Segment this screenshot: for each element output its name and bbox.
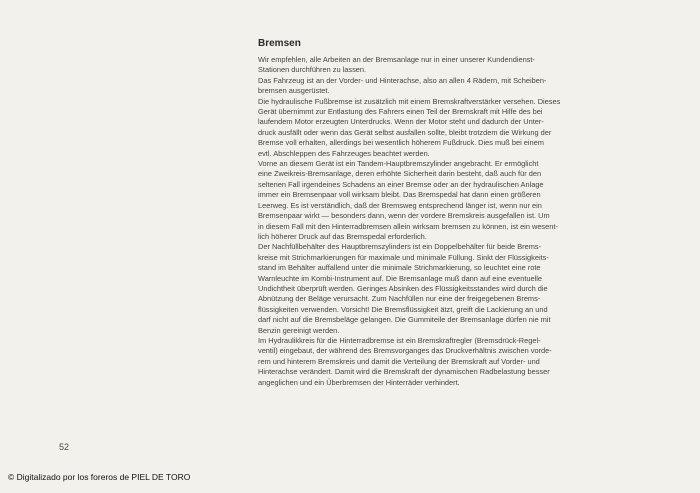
paragraph-3: Die hydraulische Fußbremse ist zusätzlich mit einem Bremskraftverstärker versehen. Dieses Gerät übernimmt zur Entlastung des Fahrers einen Teil der Bremskraft mit Hilfe des bei laufendem Motor erzeugten Unterdrucks. Wenn der Motor steht und dadurch der Unter- druck ausfällt oder wenn das Gerät selbst ausfallen sollte, bleibt trotzdem die Wirkung der Bremse voll erhalten, allerdings bei wesentlich höherem Fußdruck. Dies muß bei einem evtl. Abschleppen des Fahrzeuges beachtet werden. <box>258 96 561 158</box>
paragraph-6: Im Hydraulikkreis für die Hinterradbremse ist ein Bremskraftregler (Bremsdrück-Regel- ventil) eingebaut, der während des Bremsvorganges das Druckverhältnis zwischen vorde- rem und hinterem Bremskreis und damit die Verteilung der Bremskraft auf Vorder- und Hinterachse verändert. Damit wird die Bremskraft der dynamischen Radbelastung besser angeglichen und ein Überbremsen der Hinterräder verhindert. <box>258 335 552 387</box>
paragraph-4: Vorne an diesem Gerät ist ein Tandem-Hauptbremszylinder angebracht. Er ermöglicht eine Zweikreis-Bremsanlage, deren erhöhte Sicherheit darin besteht, daß auch für den seltenen Fall irgendeines Schadens an einer Bremse oder an der hydraulischen Anlage immer ein Bremsenpaar voll wirksam bleibt. Das Bremspedal hat dann einen größeren Leerweg. Es ist verständlich, daß der Bremsweg entsprechend länger ist, wenn nur ein Bremsenpaar wirkt — besonders dann, wenn der vordere Bremskreis ausgefallen ist. Um in diesem Fall mit den Hinterradbremsen allein wirksam bremsen zu können, ist ein wesent- lich höherer Druck auf das Bremspedal erforderlich. <box>258 159 558 241</box>
body-text <box>258 55 666 388</box>
section-heading: Bremsen <box>258 38 301 49</box>
page-number: 52 <box>59 442 70 452</box>
paragraph-1: Wir empfehlen, alle Arbeiten an der Bremsanlage nur in einer unserer Kundendienst- Stationen durchführen zu lassen. <box>258 55 535 75</box>
paragraph-2: Das Fahrzeug ist an der Vorder- und Hinterachse, also an allen 4 Rädern, mit Scheiben- bremsen ausgerüstet. <box>258 75 547 96</box>
paragraph-5: Der Nachfüllbehälter des Hauptbremszylinders ist ein Doppelbehälter für beide Brems- kreise mit Strichmarkierungen für maximale und minimale Füllung. Sinkt der Flüssigkeits- stand im Behälter auffallend unter die minimale Strichmarkierung, so leuchtet eine rote Warnleuchte im Kombi-Instrument auf. Die Bremsanlage muß dann auf eine eventuelle Undichtheit überprüft werden. Geringes Absinken des Flüssigkeitsstandes wird durch die Abnützung der Beläge verursacht. Zum Nachfüllen nur eine der freigegebenen Brems- flüssigkeiten verwenden. Vorsicht! Die Bremsflüssigkeit ätzt, greift die Lackierung an und darf nicht auf die Bremsbeläge gelangen. Die Gummiteile der Bremsanlage dürfen nie mit Benzin gereinigt werden. <box>258 242 551 335</box>
scan-credit: © Digitalizado por los foreros de PIEL DE TORO <box>8 472 191 482</box>
